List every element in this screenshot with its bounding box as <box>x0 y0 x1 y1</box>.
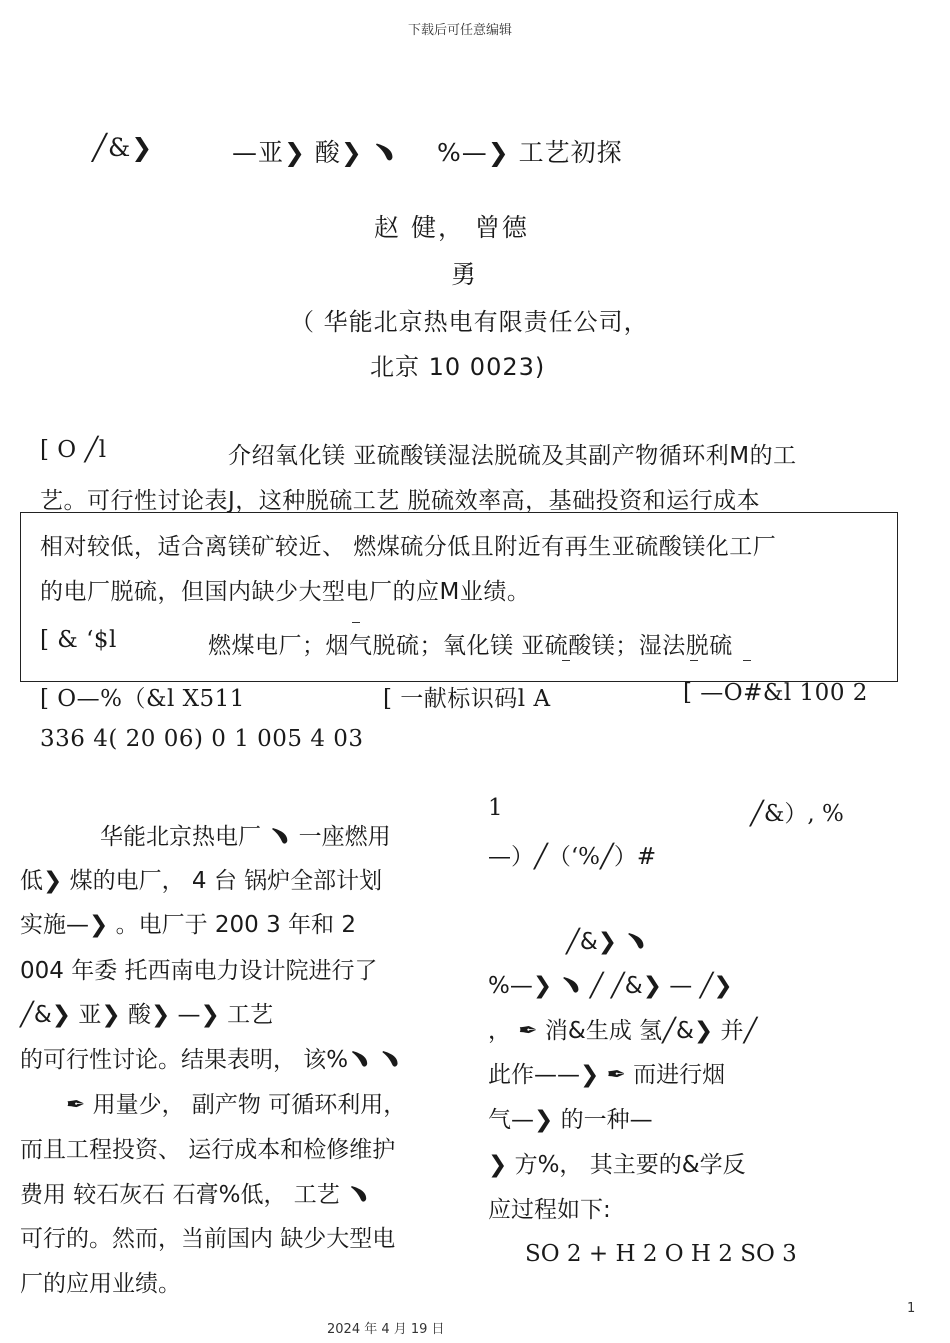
left-paragraph-line: ✒ 用量少， 副产物 可循环利用， <box>66 1092 407 1118</box>
right-paragraph-line: ， ✒ 消&生成 氢╱&❯ 并╱ <box>488 1018 758 1044</box>
abstract-text: 艺。可行性讨论表J，这种脱硫工艺 脱硫效率高，基础投资和运行成本 <box>40 488 761 514</box>
section-heading: —）╱（‘%╱）# <box>488 844 657 870</box>
title-segment: %—❯ 工艺初探 <box>437 138 623 167</box>
left-paragraph-line: 004 年委 托西南电力设计院进行了 <box>20 958 378 984</box>
keywords-label: [ & ‘$l <box>40 627 117 653</box>
authors-line: 赵 健， 曾德 <box>374 213 529 242</box>
abstract-label: [ O ╱l <box>40 437 107 463</box>
left-paragraph-line: 低❯ 煤的电厂， 4 台 锅炉全部计划 <box>20 868 383 894</box>
affiliation-line: （ 华能北京热电有限责任公司， <box>290 308 649 336</box>
section-heading: ╱&）, % <box>750 801 844 827</box>
left-paragraph-line: 华能北京热电厂 ﹅ 一座燃用 <box>100 824 391 850</box>
right-paragraph-line: 应过程如下: <box>488 1197 611 1223</box>
underline-mark <box>690 660 698 661</box>
underline-mark <box>562 660 570 661</box>
left-paragraph-line: 可行的。然而，当前国内 缺少大型电 <box>20 1226 396 1252</box>
left-paragraph-line: 而且工程投资、 运行成本和检修维护 <box>20 1137 396 1163</box>
right-paragraph-line: ╱&❯ ﹅ <box>566 929 648 955</box>
clc-number: [ O—%（&l X511 <box>40 686 245 712</box>
affiliation-line: 北京 10 0023) <box>370 353 546 381</box>
header-note: 下载后可任意编辑 <box>408 23 513 38</box>
right-paragraph-line: 气—❯ 的一种— <box>488 1107 653 1133</box>
left-paragraph-line: 费用 较石灰石 石膏%低， 工艺 ﹅ <box>20 1182 371 1208</box>
right-paragraph-line: ❯ 方%， 其主要的&学反 <box>488 1152 746 1178</box>
title-segment: —亚❯ 酸❯ ﹅ <box>232 138 398 167</box>
keywords-text: 燃煤电厂；烟气脱硫；氧化镁 亚硫酸镁；湿法脱硫 <box>208 633 733 659</box>
right-paragraph-line: %—❯ ﹅ ╱ ╱&❯ — ╱❯ <box>488 973 733 999</box>
abstract-text: 介绍氧化镁 亚硫酸镁湿法脱硫及其副产物循环利M的工 <box>228 443 797 469</box>
document-code: [ 一献标识码l A <box>383 686 551 712</box>
section-number: 1 <box>488 795 503 821</box>
left-paragraph-line: 的可行性讨论。结果表明， 该%﹅ ﹅ <box>20 1047 402 1073</box>
page-number: 1 <box>907 1301 916 1316</box>
title-segment: ╱&❯ <box>92 133 154 162</box>
footer-date: 2024 年 4 月 19 日 <box>327 1322 445 1337</box>
left-paragraph-line: ╱&❯ 亚❯ 酸❯ —❯ 工艺 <box>20 1002 274 1028</box>
left-paragraph-line: 厂的应用业绩。 <box>20 1271 181 1297</box>
underline-mark <box>352 622 360 623</box>
authors-line: 勇 <box>451 260 479 289</box>
chemical-equation: SO 2 + H 2 O H 2 SO 3 <box>525 1241 797 1267</box>
left-paragraph-line: 实施—❯ 。电厂于 200 3 年和 2 <box>20 912 356 938</box>
abstract-text: 的电厂脱硫，但国内缺少大型电厂的应M业绩。 <box>40 579 531 605</box>
abstract-text: 相对较低，适合离镁矿较近、 燃煤硫分低且附近有再生亚硫酸镁化工厂 <box>40 534 777 560</box>
right-paragraph-line: 此作——❯ ✒ 而进行烟 <box>488 1062 726 1088</box>
underline-mark <box>743 660 751 661</box>
article-id-cont: 336 4( 20 06) 0 1 005 4 03 <box>40 726 364 752</box>
article-id: [ —O#&l 100 2 <box>683 680 868 706</box>
